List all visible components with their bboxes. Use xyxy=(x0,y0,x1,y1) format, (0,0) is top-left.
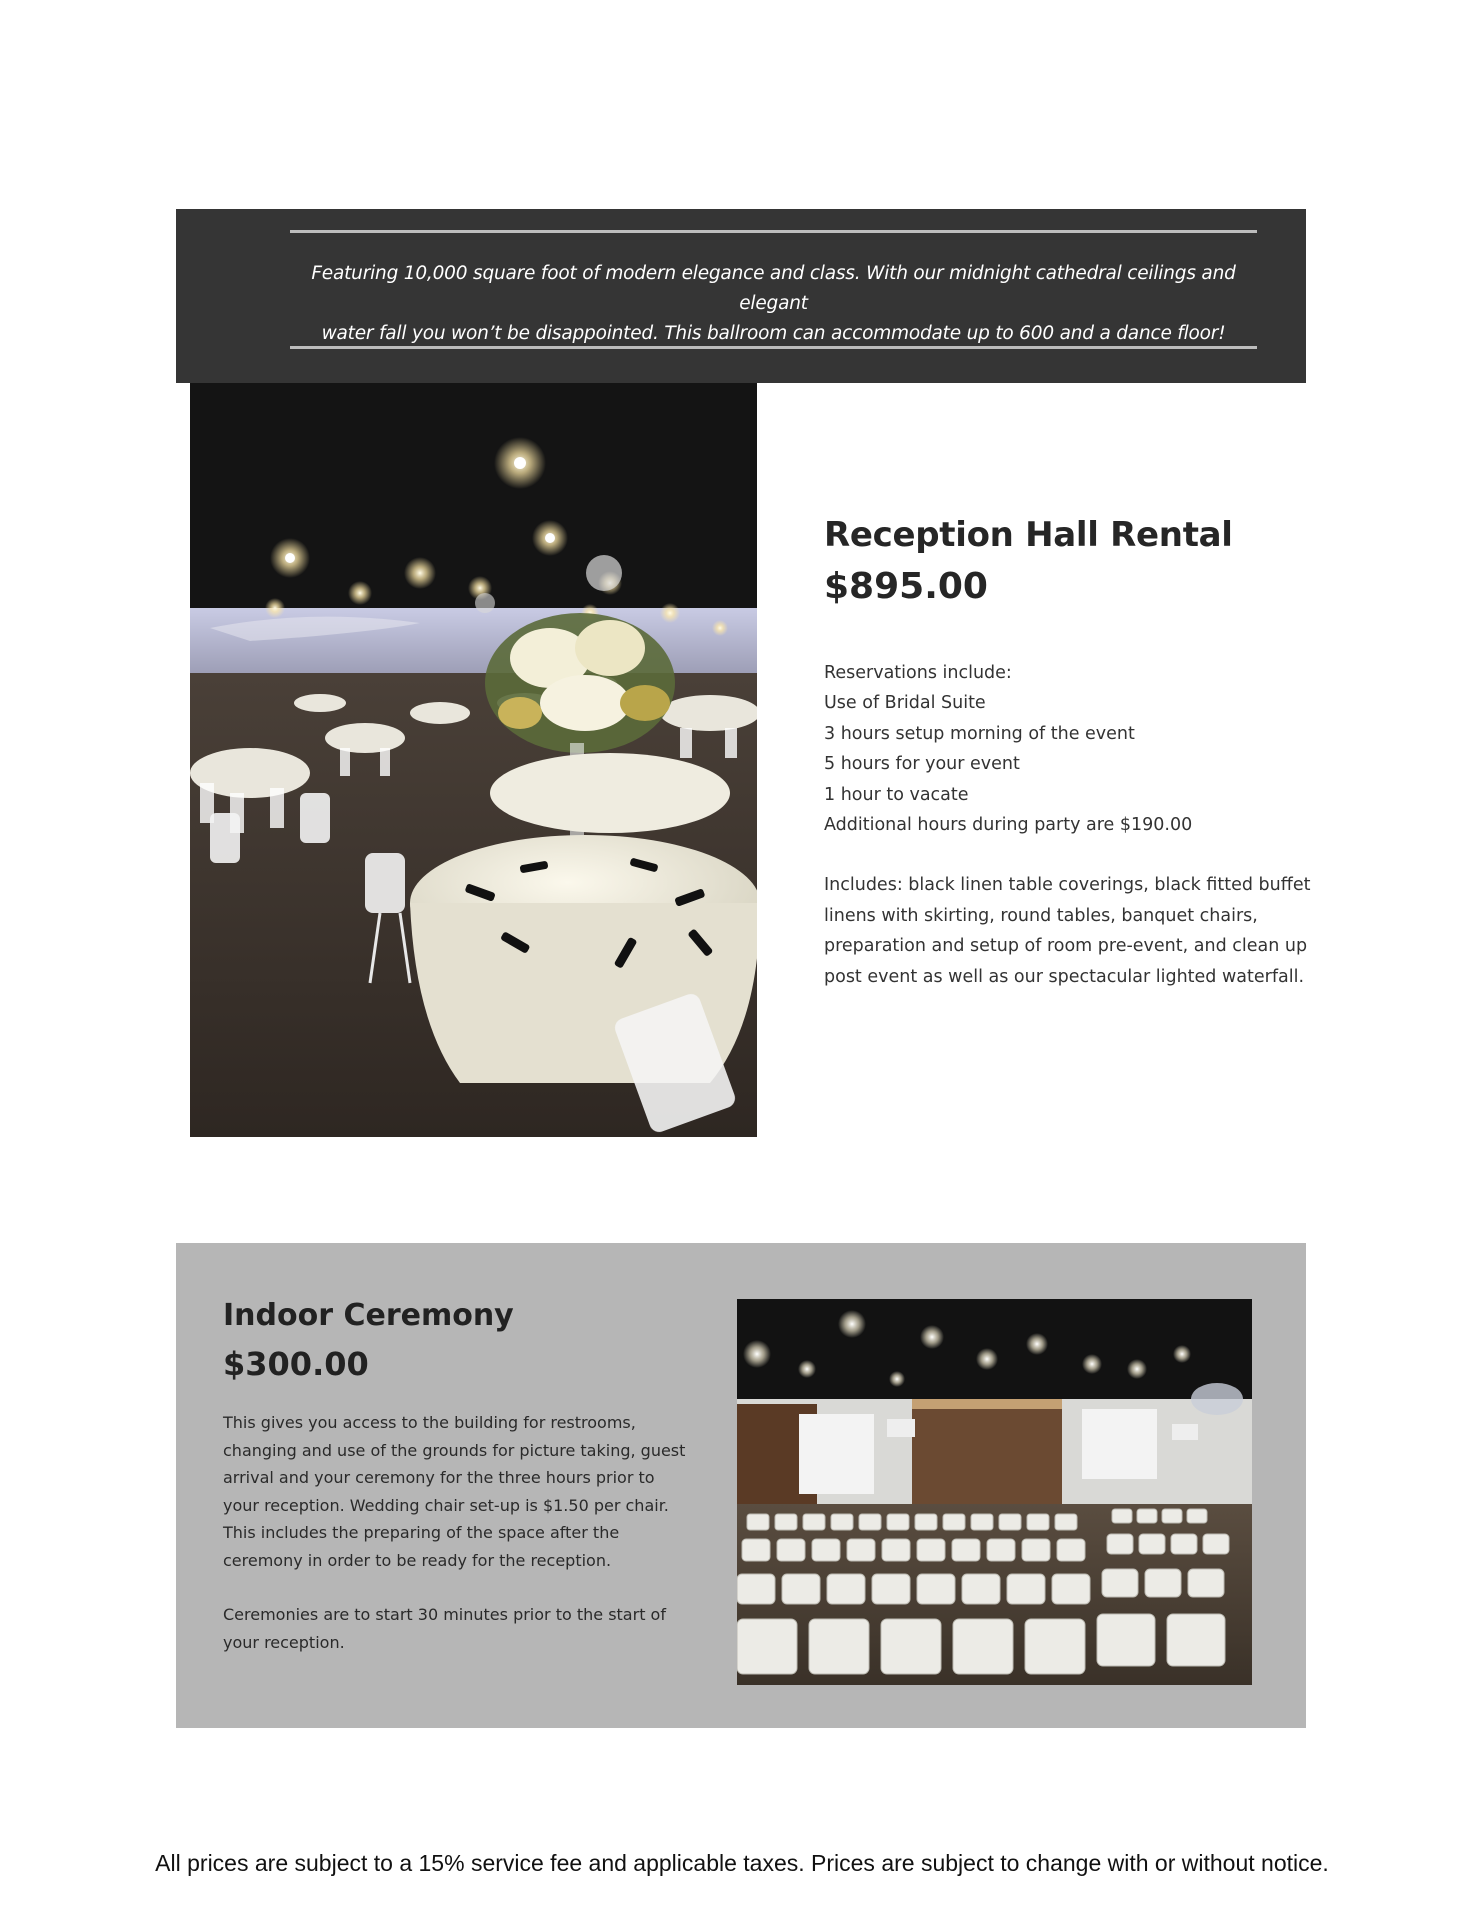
banner-tagline-line: water fall you won’t be disappointed. This ballroom can accommodate up to 600 and a dance floor! xyxy=(321,323,1226,344)
banner-tagline-line: Featuring 10,000 square foot of modern elegance and class. With our midnight cathedral ceilings and elegant xyxy=(311,263,1236,314)
ceremony-section xyxy=(176,1243,1306,1728)
ceremony-price: $300.00 xyxy=(223,1345,369,1383)
banner-tagline xyxy=(290,259,1257,349)
reception-include-item: 3 hours setup morning of the event xyxy=(824,723,1135,744)
ceremony-description-line: your reception. Wedding chair set-up is $1.50 per chair. xyxy=(223,1495,669,1515)
reception-include-item: Additional hours during party are $190.00 xyxy=(824,815,1193,836)
ceremony-text xyxy=(223,1293,693,1656)
ceremony-description-line: changing and use of the grounds for picture taking, guest xyxy=(223,1440,686,1460)
ceremony-note-line: Ceremonies are to start 30 minutes prior to the start of xyxy=(223,1605,666,1624)
reception-section xyxy=(824,510,1324,992)
reception-details-line: linens with skirting, round tables, banquet chairs, xyxy=(824,905,1258,926)
ceremony-description-line: arrival and your ceremony for the three hours prior to xyxy=(223,1468,655,1487)
ceremony-description xyxy=(223,1409,693,1574)
reception-title: Reception Hall Rental xyxy=(824,515,1233,555)
pricing-disclaimer: All prices are subject to a 15% service fee and applicable taxes. Prices are subject to change with or without notice. xyxy=(155,1850,1329,1876)
reception-hall-photo xyxy=(190,383,757,1137)
ceremony-description-line: This gives you access to the building for restrooms, xyxy=(223,1413,636,1432)
ceremony-description-line: ceremony in order to be ready for the reception. xyxy=(223,1550,612,1570)
banner-divider-top xyxy=(290,230,1257,233)
intro-banner xyxy=(176,209,1306,383)
ceremony-note xyxy=(223,1601,693,1656)
reception-price: $895.00 xyxy=(824,566,988,607)
reception-includes-list xyxy=(824,658,1324,840)
reception-details xyxy=(824,870,1324,992)
ceremony-title: Indoor Ceremony xyxy=(223,1298,514,1333)
reception-include-item: 1 hour to vacate xyxy=(824,784,969,805)
reception-details-line: post event as well as our spectacular lighted waterfall. xyxy=(824,966,1305,987)
ceremony-note-line: your reception. xyxy=(223,1632,345,1652)
reception-include-item: Use of Bridal Suite xyxy=(824,693,986,714)
reception-include-item: Reservations include: xyxy=(824,663,1012,683)
reception-include-item: 5 hours for your event xyxy=(824,754,1020,775)
ceremony-photo xyxy=(737,1299,1252,1685)
reception-details-line: preparation and setup of room pre-event, and clean up xyxy=(824,936,1308,957)
ceremony-description-line: This includes the preparing of the space after the xyxy=(223,1523,620,1542)
reception-details-line: Includes: black linen table coverings, black fitted buffet xyxy=(824,875,1311,896)
banner-divider-bottom xyxy=(290,346,1257,349)
